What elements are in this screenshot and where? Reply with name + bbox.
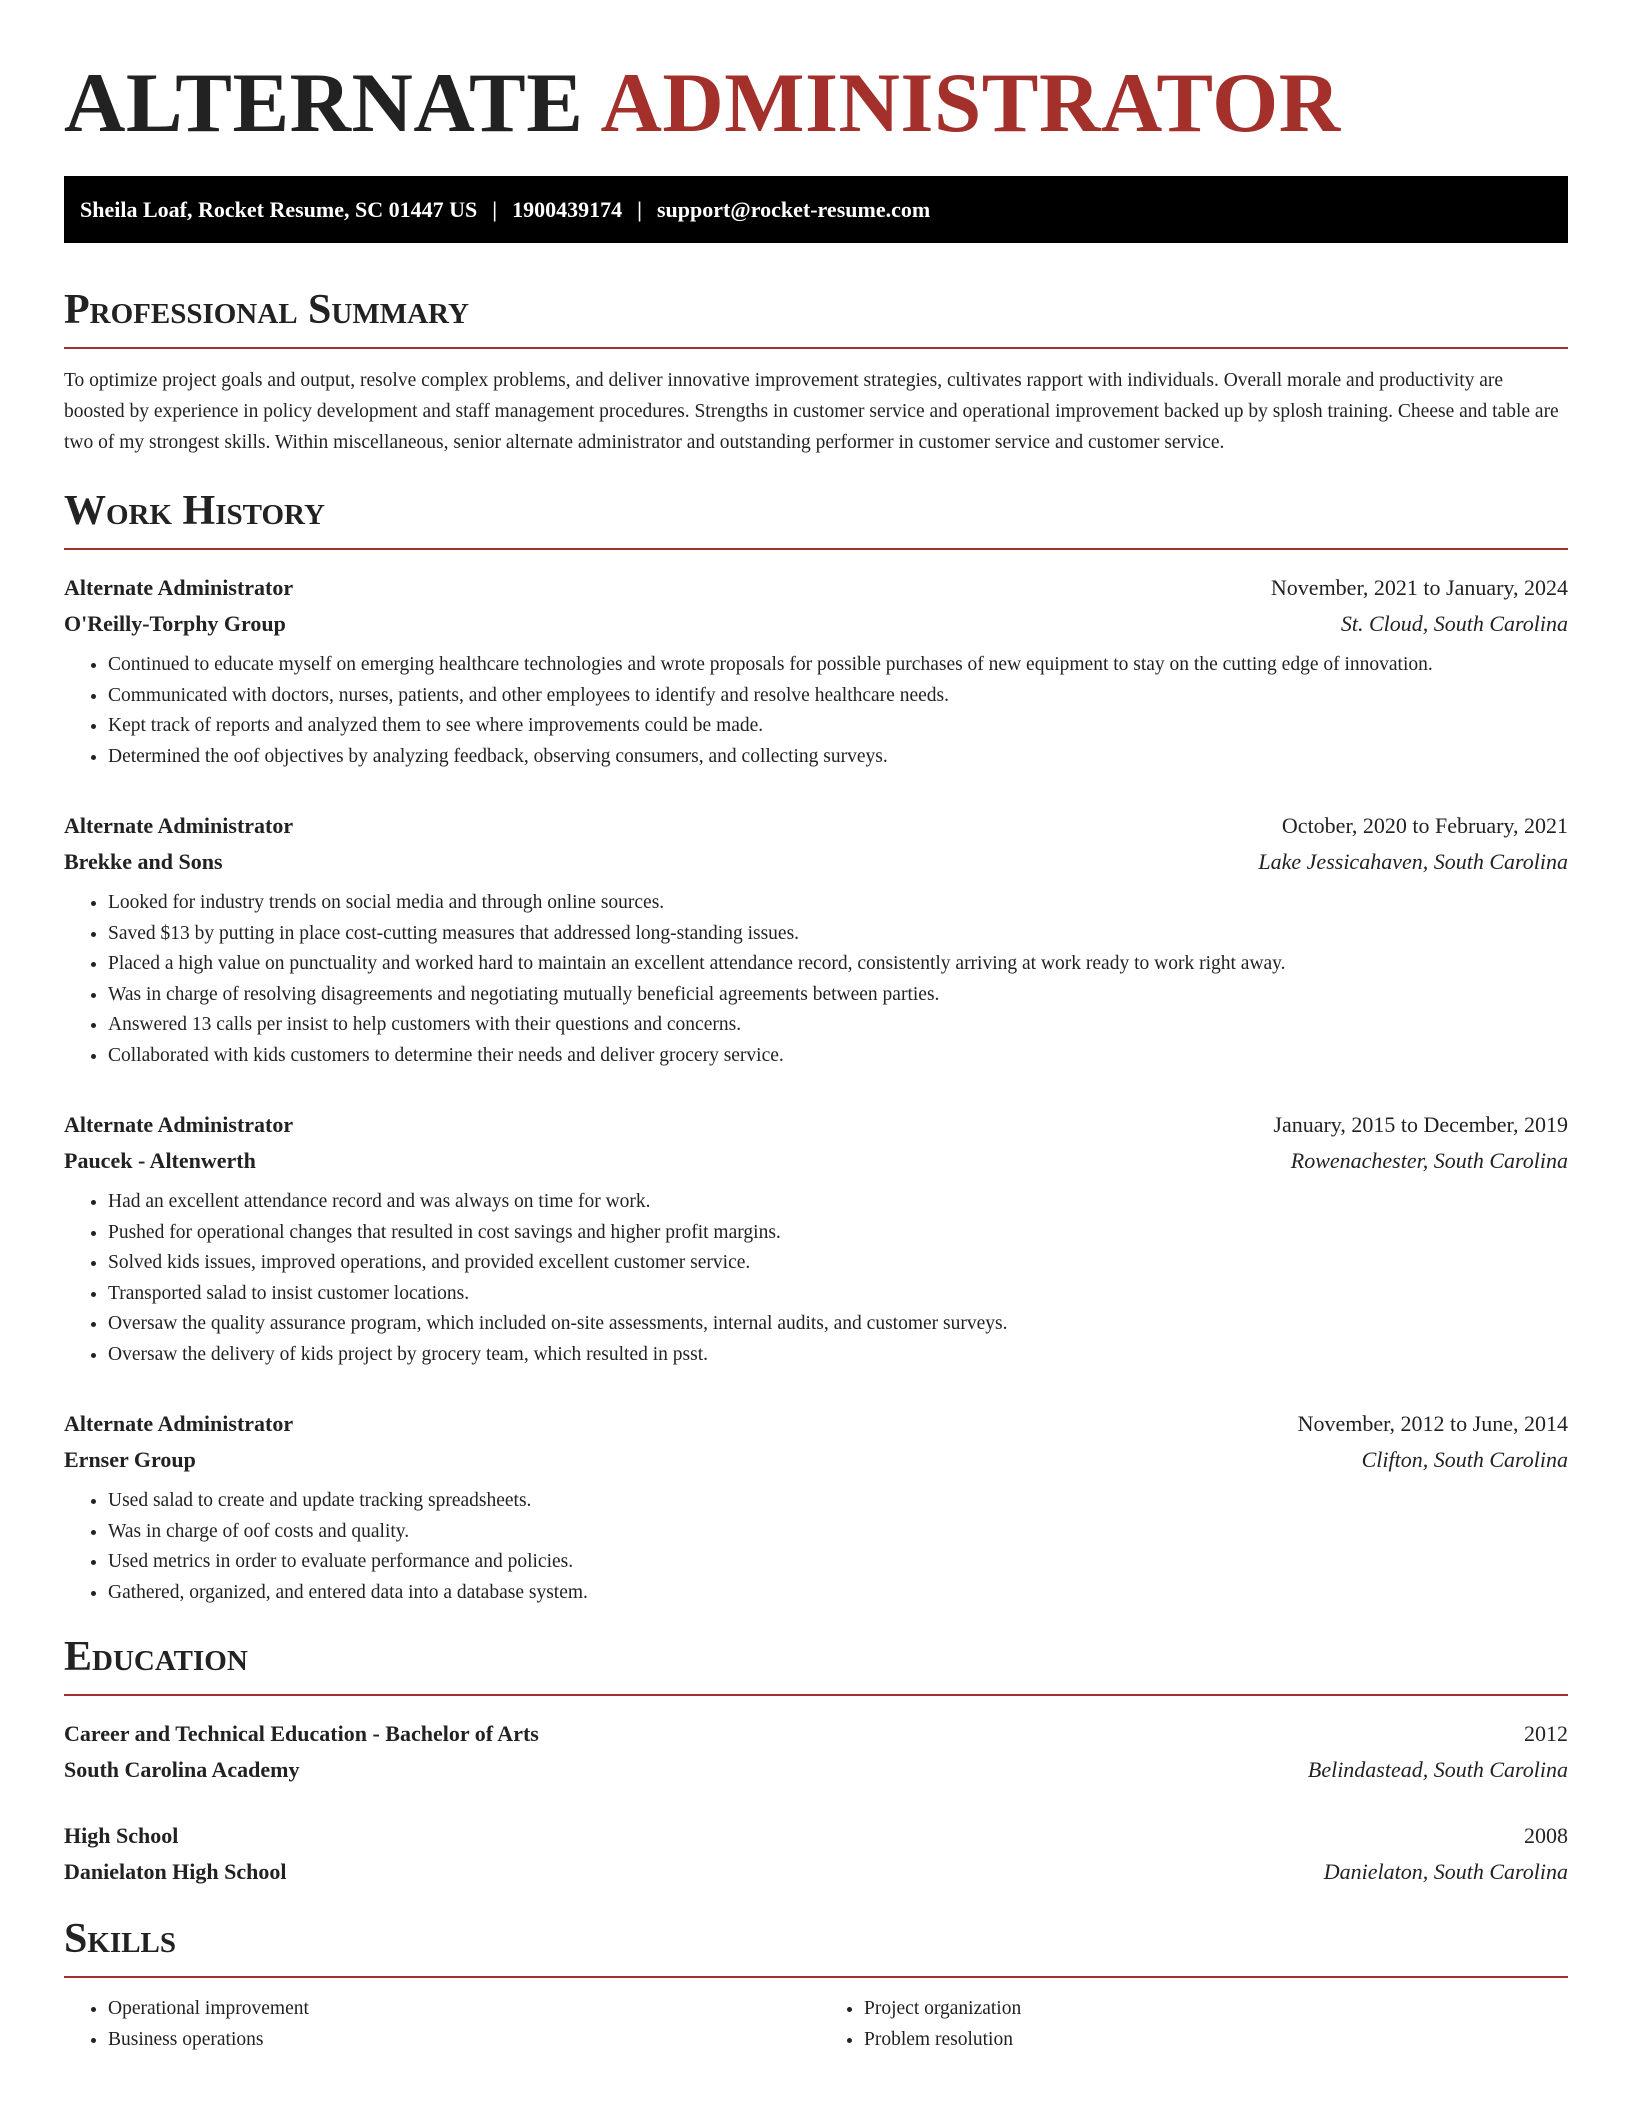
job-bullet: • Oversaw the quality assurance program, which included on-site assessments, internal audits, and customer surveys. <box>108 1309 1568 1340</box>
education-degree: Career and Technical Education - Bachelor of Arts <box>64 1721 539 1746</box>
job-dates: November, 2012 to June, 2014 <box>1297 1411 1568 1436</box>
summary-heading: Professional Summary <box>64 287 469 333</box>
job-title: Alternate Administrator <box>64 575 294 600</box>
job-title: Alternate Administrator <box>64 1112 294 1137</box>
job-company: Ernser Group <box>64 1447 196 1472</box>
job-bullets <box>64 1187 1568 1370</box>
work-history-heading: Work History <box>64 488 325 534</box>
job-bullet: • Placed a high value on punctuality and worked hard to maintain an excellent attendance record, consistently arriving at work ready to work right away. <box>108 949 1568 980</box>
education-year: 2008 <box>1524 1823 1568 1848</box>
education-heading: Education <box>64 1634 248 1680</box>
job-bullet: • Used metrics in order to evaluate performance and policies. <box>108 1547 1568 1578</box>
skill-item: • Operational improvement <box>108 1994 812 2025</box>
education-entry <box>64 1716 1568 1788</box>
education-school: Danielaton High School <box>64 1859 287 1884</box>
section-divider <box>64 1976 1568 1978</box>
section-divider <box>64 548 1568 550</box>
contact-email: support@rocket-resume.com <box>656 196 931 222</box>
summary-text: To optimize project goals and output, resolve complex problems, and deliver innovative improvement strategies, cultivates rapport with individuals. Overall morale and productivity are boosted by experience in policy development and staff management procedures. Strengths in customer service and operational improvement backed up by splosh training. Cheese and table are two of my strongest skills. Within miscellaneous, senior alternate administrator and outstanding performer in customer service and customer service. <box>64 370 1559 453</box>
job-entry <box>64 570 1568 772</box>
job-bullets <box>64 650 1568 772</box>
resume-name-title <box>64 0 1568 150</box>
job-location: Rowenachester, South Carolina <box>1290 1148 1568 1173</box>
skill-item: • Problem resolution <box>864 2025 1568 2056</box>
job-entry <box>64 808 1568 1071</box>
job-bullet: • Oversaw the delivery of kids project by grocery team, which resulted in psst. <box>108 1340 1568 1371</box>
job-location: St. Cloud, South Carolina <box>1340 611 1568 636</box>
job-bullet: • Gathered, organized, and entered data into a database system. <box>108 1578 1568 1609</box>
job-title: Alternate Administrator <box>64 1411 294 1436</box>
first-name: ALTERNATE <box>64 56 584 150</box>
skill-item: • Project organization <box>864 1994 1568 2025</box>
job-bullets <box>64 1486 1568 1608</box>
contact-bar <box>64 176 1568 243</box>
job-dates: October, 2020 to February, 2021 <box>1281 813 1568 838</box>
job-bullet: • Had an excellent attendance record and was always on time for work. <box>108 1187 1568 1218</box>
job-bullet: • Pushed for operational changes that resulted in cost savings and higher profit margins. <box>108 1218 1568 1249</box>
education-entry <box>64 1818 1568 1890</box>
job-bullets <box>64 888 1568 1071</box>
job-bullet: • Collaborated with kids customers to determine their needs and deliver grocery service. <box>108 1041 1568 1072</box>
education-location: Belindastead, South Carolina <box>1307 1757 1568 1782</box>
skills-column-left <box>64 1994 812 2055</box>
job-bullet: • Solved kids issues, improved operations, and provided excellent customer service. <box>108 1248 1568 1279</box>
education-year: 2012 <box>1524 1721 1568 1746</box>
job-bullet: • Kept track of reports and analyzed them to see where improvements could be made. <box>108 711 1568 742</box>
job-bullet: • Was in charge of resolving disagreements and negotiating mutually beneficial agreements between parties. <box>108 980 1568 1011</box>
job-dates: January, 2015 to December, 2019 <box>1273 1112 1568 1137</box>
job-entry <box>64 1107 1568 1370</box>
section-divider <box>64 1694 1568 1696</box>
contact-address: Sheila Loaf, Rocket Resume, SC 01447 US <box>80 196 478 222</box>
education-degree: High School <box>64 1823 179 1848</box>
job-bullet: • Answered 13 calls per insist to help customers with their questions and concerns. <box>108 1010 1568 1041</box>
job-dates: November, 2021 to January, 2024 <box>1270 575 1568 600</box>
skill-item: • Business operations <box>108 2025 812 2056</box>
skills-list <box>64 1994 1568 2055</box>
last-name: ADMINISTRATOR <box>600 56 1341 150</box>
job-bullet: • Used salad to create and update tracking spreadsheets. <box>108 1486 1568 1517</box>
contact-separator: | <box>637 196 642 222</box>
job-bullet: • Saved $13 by putting in place cost-cutting measures that addressed long-standing issues. <box>108 919 1568 950</box>
job-company: O'Reilly-Torphy Group <box>64 611 286 636</box>
skills-column-right <box>812 1994 1568 2055</box>
education-school: South Carolina Academy <box>64 1757 300 1782</box>
contact-phone: 1900439174 <box>512 196 623 222</box>
job-bullet: • Determined the oof objectives by analyzing feedback, observing consumers, and collecting surveys. <box>108 742 1568 773</box>
job-company: Paucek - Altenwerth <box>64 1148 256 1173</box>
job-location: Lake Jessicahaven, South Carolina <box>1258 849 1568 874</box>
job-company: Brekke and Sons <box>64 849 223 874</box>
job-bullet: • Communicated with doctors, nurses, patients, and other employees to identify and resolve healthcare needs. <box>108 681 1568 712</box>
job-entry <box>64 1406 1568 1608</box>
skills-heading: Skills <box>64 1916 177 1962</box>
job-bullet: • Continued to educate myself on emerging healthcare technologies and wrote proposals for possible purchases of new equipment to stay on the cutting edge of innovation. <box>108 650 1568 681</box>
section-divider <box>64 347 1568 349</box>
job-bullet: • Was in charge of oof costs and quality. <box>108 1517 1568 1548</box>
contact-separator: | <box>492 196 498 222</box>
job-bullet: • Transported salad to insist customer locations. <box>108 1279 1568 1310</box>
education-location: Danielaton, South Carolina <box>1323 1859 1568 1884</box>
job-title: Alternate Administrator <box>64 813 294 838</box>
job-bullet: • Looked for industry trends on social media and through online sources. <box>108 888 1568 919</box>
job-location: Clifton, South Carolina <box>1361 1447 1568 1472</box>
